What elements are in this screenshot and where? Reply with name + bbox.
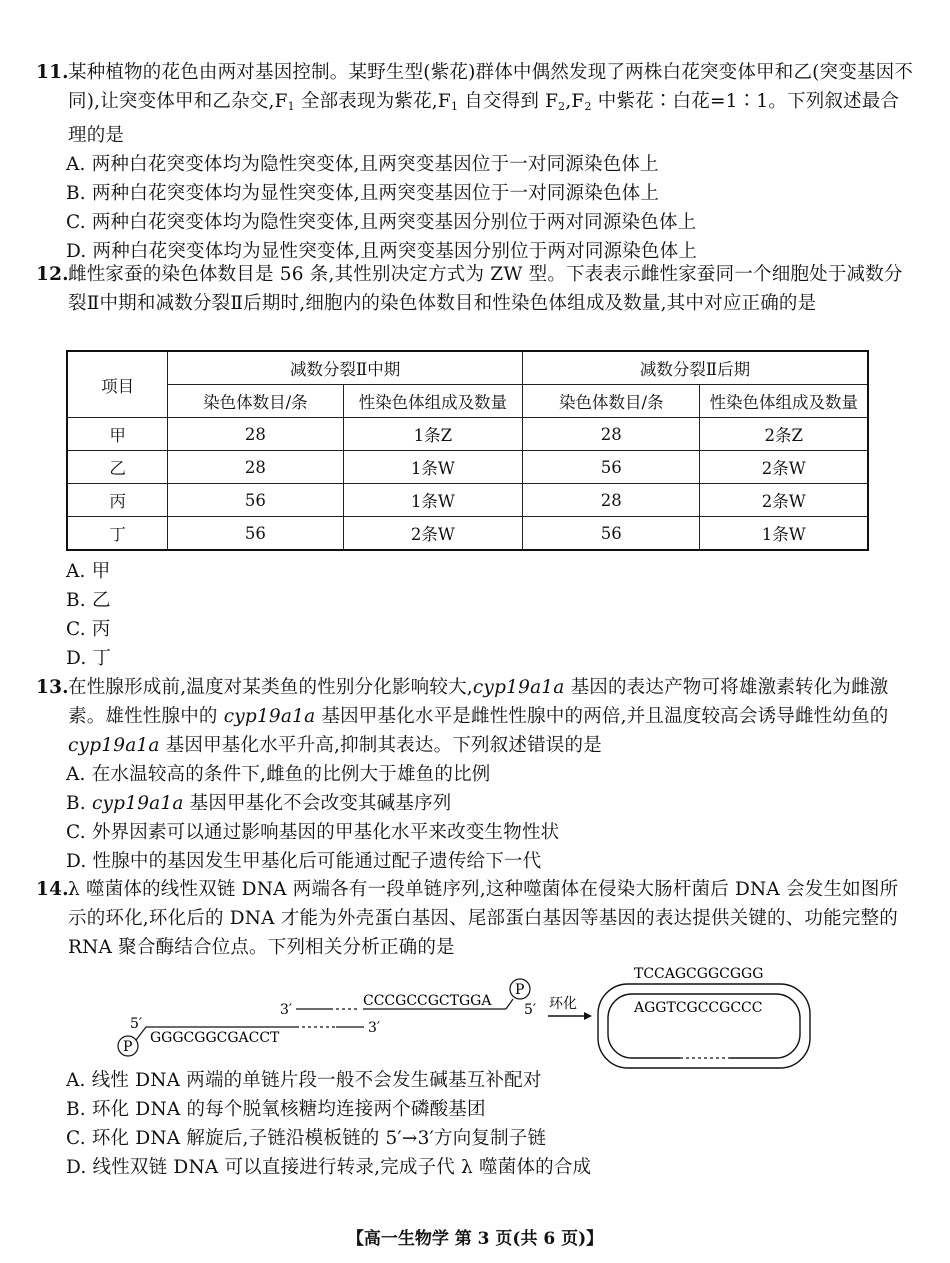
table-subheader: 性染色体组成及数量 — [343, 385, 522, 418]
gene-name: cyp19a1a — [223, 706, 316, 727]
label-5prime: 5′ — [130, 1016, 143, 1032]
table-cell: 56 — [523, 517, 700, 551]
question-14-options — [36, 1066, 916, 1182]
option-c[interactable]: C. 两种白花突变体均为隐性突变体,且两突变基因分别位于两对同源染色体上 — [66, 212, 697, 233]
question-13 — [36, 673, 916, 876]
table-cell: 2条W — [343, 517, 522, 551]
label-3prime: 3′ — [368, 1020, 381, 1036]
ring-inner-sequence: AGGTCGCCGCCC — [634, 1000, 763, 1016]
table-cell: 丁 — [67, 517, 168, 551]
table-cell: 1条Z — [343, 418, 522, 451]
ring-outer-sequence: TCCAGCGGCGGG — [634, 966, 764, 982]
option-d[interactable]: D. 线性双链 DNA 可以直接进行转录,完成子代 λ 噬菌体的合成 — [66, 1157, 592, 1178]
option-a[interactable]: A. 两种白花突变体均为隐性突变体,且两突变基因位于一对同源染色体上 — [66, 154, 659, 175]
top-strand-sequence: CCCGCCGCTGGA — [363, 993, 492, 1009]
table-cell: 乙 — [67, 451, 168, 484]
question-12-stem: 12.雌性家蚕的染色体数目是 56 条,其性别决定方式为 ZW 型。下表表示雌性家蚕同一个细胞处于减数分裂Ⅱ中期和减数分裂Ⅱ后期时,细胞内的染色体数目和性染色体组成及数量,其中对应正确的是 — [36, 260, 916, 318]
option-b[interactable]: B. 两种白花突变体均为显性突变体,且两突变基因位于一对同源染色体上 — [66, 183, 660, 204]
question-12 — [36, 260, 916, 318]
question-11 — [36, 58, 916, 266]
table-cell: 28 — [168, 418, 343, 451]
circular-dna-outer — [598, 984, 810, 1068]
table-group-header-metaphase: 减数分裂Ⅱ中期 — [168, 351, 523, 385]
table-row — [67, 517, 868, 551]
label-3prime: 3′ — [280, 1002, 293, 1018]
table-row — [67, 451, 868, 484]
option-a[interactable]: A. 线性 DNA 两端的单链片段一般不会发生碱基互补配对 — [66, 1070, 542, 1091]
table-cell: 56 — [168, 517, 343, 551]
option-b[interactable]: B. 乙 — [66, 590, 111, 611]
question-14 — [36, 875, 916, 962]
table-cell: 2条W — [700, 484, 868, 517]
question-13-stem: 13.在性腺形成前,温度对某类鱼的性别分化影响较大,cyp19a1a 基因的表达产物可将雄激素转化为雌激素。雄性性腺中的 cyp19a1a 基因甲基化水平是雌性性腺中的两倍,并且温度较高会诱导雌性幼鱼的 cyp19a1a 基因甲基化水平升高,抑制其表达。下列叙述错误的是 — [36, 673, 916, 760]
option-a[interactable]: A. 甲 — [66, 561, 111, 582]
gene-name: cyp19a1a — [472, 677, 565, 698]
table-cell: 1条W — [343, 484, 522, 517]
table-cell: 56 — [523, 451, 700, 484]
phosphate-label: P — [123, 1039, 133, 1055]
table-subheader: 染色体数目/条 — [168, 385, 343, 418]
dna-cyclization-figure — [110, 962, 890, 1070]
option-c[interactable]: C. 外界因素可以通过影响基因的甲基化水平来改变生物性状 — [66, 822, 560, 843]
gene-name: cyp19a1a — [91, 793, 184, 814]
option-a[interactable]: A. 在水温较高的条件下,雌鱼的比例大于雄鱼的比例 — [66, 764, 491, 785]
option-d[interactable]: D. 性腺中的基因发生甲基化后可能通过配子遗传给下一代 — [66, 851, 542, 872]
table-cell: 2条W — [700, 451, 868, 484]
question-12-options — [36, 557, 916, 673]
option-c[interactable]: C. 环化 DNA 解旋后,子链沿模板链的 5′→3′方向复制子链 — [66, 1128, 547, 1149]
table-cell: 甲 — [67, 418, 168, 451]
table-cell: 1条W — [343, 451, 522, 484]
table-cell: 2条Z — [700, 418, 868, 451]
option-b[interactable]: B. 环化 DNA 的每个脱氧核糖均连接两个磷酸基团 — [66, 1099, 486, 1120]
table-cell: 1条W — [700, 517, 868, 551]
table-group-header-anaphase: 减数分裂Ⅱ后期 — [523, 351, 868, 385]
table-cell: 28 — [523, 484, 700, 517]
gene-name: cyp19a1a — [68, 735, 160, 756]
table-cell: 56 — [168, 484, 343, 517]
question-14-stem: 14.λ 噬菌体的线性双链 DNA 两端各有一段单链序列,这种噬菌体在侵染大肠杆菌后 DNA 会发生如图所示的环化,环化后的 DNA 才能为外壳蛋白基因、尾部蛋白基因等基因的表达提供关键的、功能完整的 RNA 聚合酶结合位点。下列相关分析正确的是 — [36, 875, 916, 962]
table-row — [67, 484, 868, 517]
table-cell: 28 — [523, 418, 700, 451]
question-number: 14. — [36, 879, 69, 900]
table-cell: 丙 — [67, 484, 168, 517]
page-footer: 【高一生物学 第 3 页(共 6 页)】 — [346, 1229, 604, 1249]
option-d[interactable]: D. 两种白花突变体均为显性突变体,且两突变基因分别位于两对同源染色体上 — [66, 241, 698, 262]
question-11-stem: 11.某种植物的花色由两对基因控制。某野生型(紫花)群体中偶然发现了两株白花突变体甲和乙(突变基因不同),让突变体甲和乙杂交$,F_1$ 全部表现为紫花$,F_1$ 自交得到 $F_2,F_2$ 中紫花∶白花=1∶1。下列叙述最合理的是 — [36, 58, 916, 150]
question-number: 11. — [36, 62, 69, 83]
question-number: 13. — [36, 677, 69, 698]
option-b[interactable]: B. cyp19a1a 基因甲基化不会改变其碱基序列 — [66, 793, 452, 814]
table-cell: 28 — [168, 451, 343, 484]
option-c[interactable]: C. 丙 — [66, 619, 111, 640]
option-d[interactable]: D. 丁 — [66, 648, 112, 669]
label-5prime: 5′ — [524, 1002, 537, 1018]
question-number: 12. — [36, 264, 69, 285]
table-subheader: 染色体数目/条 — [523, 385, 700, 418]
table-row — [67, 418, 868, 451]
bottom-strand-sequence: GGGCGGCGACCT — [150, 1030, 280, 1046]
chromosome-table — [66, 350, 869, 551]
table-corner-header: 项目 — [67, 351, 168, 418]
phosphate-label: P — [515, 982, 525, 998]
cyclization-arrow-label: 环化 — [549, 996, 577, 1012]
table-subheader: 性染色体组成及数量 — [700, 385, 868, 418]
